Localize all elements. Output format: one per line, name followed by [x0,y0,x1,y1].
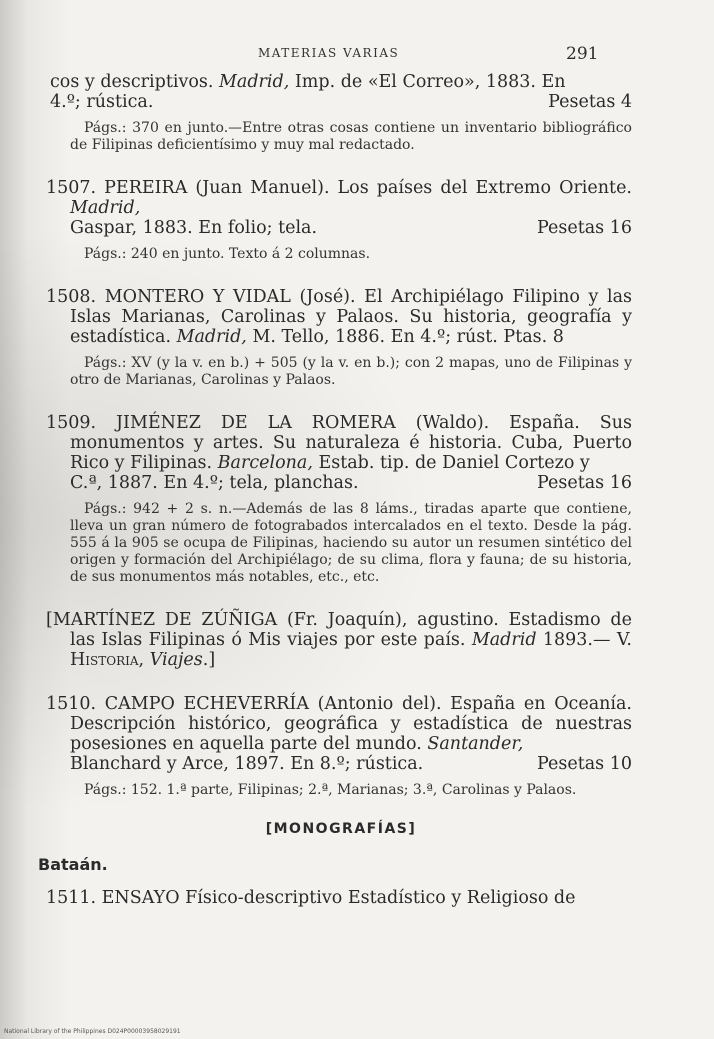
entry-note: Págs.: 152. 1.ª parte, Filipinas; 2.ª, Marianas; 3.ª, Carolinas y Palaos. [84,782,577,798]
entry-last-line: Gaspar, 1883. En folio; tela. [70,218,318,238]
entry-text [46,413,632,473]
entry-note: Págs.: XV (y la v. en b.) + 505 (y la v. en b.); con 2 mapas, uno de Filipinas y otro de Marianas, Carolinas y Palaos. [70,355,632,388]
entry-text [50,72,632,92]
entry-text-part: 1510. CAMPO ECHEVERRÍA (Antonio del). España en Oceanía. Descripción histórico, geográfica y estadística de nuestras posesiones en aquella parte del mundo. [46,694,632,754]
entry-note: Págs.: 942 + 2 s. n.—Además de las 8 láms., tiradas aparte que contiene, lleva un gran número de fotograbados intercalados en el texto. Desde la pág. 555 á la 905 se ocupa de Filipinas, haciendo su autor un resumen sintético del origen y formación del Archipiélago; de su clima, flora y fauna; de su historia, de sus monumentos más notables, etc., etc. [70,501,632,585]
entry-place: Santander, [427,734,524,754]
bibliography-entry [46,178,632,263]
bibliography-entry [46,610,632,670]
scan-credit: National Library of the Philippines D024P00003958029191 [4,1028,181,1035]
entry-last-line: Blanchard y Arce, 1897. En 8.º; rústica. [70,754,424,774]
bibliography-entry [46,287,632,389]
entry-place: Barcelona, [217,453,313,473]
entry-text: 1511. ENSAYO Físico-descriptivo Estadístico y Religioso de [46,888,576,908]
page-content [38,72,632,908]
entry-price-line [50,92,632,112]
bibliography-entry [46,694,632,799]
entry-last-line: C.ª, 1887. En 4.º; tela, planchas. [70,473,359,493]
entry-last-line: 4.º; rústica. [50,92,154,112]
bibliography-entry [46,413,632,586]
entry-price: Pesetas 16 [537,218,632,238]
entry-place: Madrid, [176,327,247,347]
bibliography-entry [50,72,632,154]
entry-price: Pesetas 16 [537,473,632,493]
entry-text-part: 1507. PEREIRA (Juan Manuel). Los países del Extremo Oriente. [46,178,632,198]
entry-note: Págs.: 370 en junto.—Entre otras cosas contiene un inventario bibliográfico de Filipinas deficientísimo y muy mal redactado. [70,120,632,153]
running-head: MATERIAS VARIAS [258,46,400,60]
section-subhead: Bataán. [38,855,108,874]
entry-text [46,610,632,670]
entry-place: Madrid, [70,198,141,218]
entry-text [46,287,632,347]
entry-price: Pesetas 10 [537,754,632,774]
section-title: [MONOGRAFÍAS] [265,821,417,837]
entry-text-part: 1893.— V. [536,630,632,650]
entry-place: Madrid [471,630,537,650]
entry-text-part: .] [202,650,216,670]
entry-text-part: M. Tello, 1886. En 4.º; rúst. Ptas. 8 [246,327,564,347]
entry-price-line [50,754,632,774]
entry-text [46,694,632,754]
entry-reference: Historia, [70,650,145,670]
page-header [0,44,714,66]
entry-text-part: 1509. JIMÉNEZ DE LA ROMERA (Waldo). España. Sus monumentos y artes. Su naturaleza é historia. Cuba, Puerto Rico y Filipinas. [46,413,632,473]
entry-place: Madrid, [219,72,290,92]
entry-price-line [50,218,632,238]
entry-text-part: 1508. MONTERO Y VIDAL (José). El Archipiélago Filipino y las Islas Marianas, Carolinas y Palaos. Su historia, geografía y estadística. [46,287,632,347]
entry-text-part: Estab. tip. de Daniel Cortezo y [312,453,590,473]
entry-text-part: cos y descriptivos. [50,72,219,92]
page-number: 291 [566,44,599,64]
entry-note: Págs.: 240 en junto. Texto á 2 columnas. [84,246,371,262]
entry-text-part: Imp. de «El Correo», 1883. En [289,72,566,92]
entry-price-line [50,473,632,493]
entry-reference-italic: Viajes [144,650,203,670]
entry-text [46,178,632,218]
entry-text-part: [MARTÍNEZ DE ZÚÑIGA (Fr. Joaquín), agustino. Estadismo de las Islas Filipinas ó Mis viajes por este país. [46,610,632,650]
entry-price: Pesetas 4 [548,92,632,112]
